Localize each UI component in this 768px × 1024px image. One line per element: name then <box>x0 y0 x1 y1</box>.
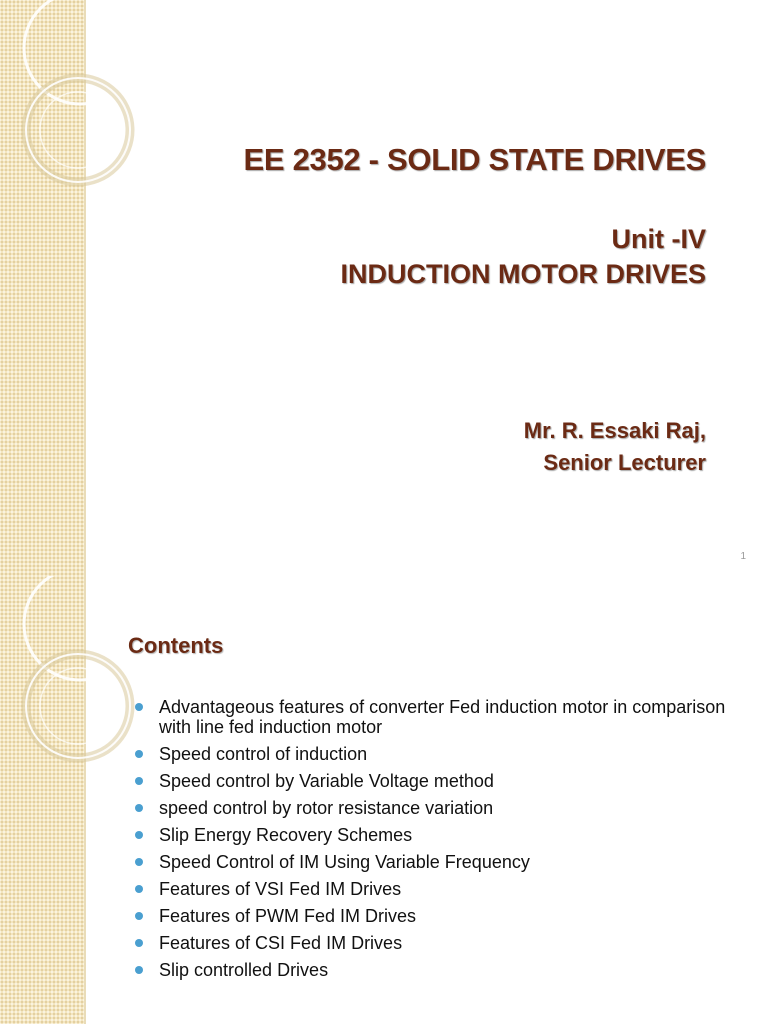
bullet-dot-icon <box>135 939 143 947</box>
list-item <box>159 697 729 737</box>
bullet-dot-icon <box>135 750 143 758</box>
bullet-dot-icon <box>135 858 143 866</box>
list-item-text: Slip controlled Drives <box>159 960 329 980</box>
list-item-text: Speed Control of IM Using Variable Frequency <box>159 852 530 872</box>
bullet-dot-icon <box>135 703 143 711</box>
concentric-circles-icon <box>0 576 160 776</box>
list-item-text: Speed control by Variable Voltage method <box>159 771 494 791</box>
list-item-text: Features of CSI Fed IM Drives <box>159 933 403 953</box>
contents-list <box>159 697 729 987</box>
author-name: Mr. R. Essaki Raj, <box>523 418 706 443</box>
list-item-text: Advantageous features of converter Fed induction motor in comparison with line fed induction motor <box>159 697 726 737</box>
list-item-text: Slip Energy Recovery Schemes <box>159 825 413 845</box>
unit-label: Unit -IV <box>611 224 706 254</box>
list-item <box>159 879 729 899</box>
bullet-dot-icon <box>135 831 143 839</box>
list-item <box>159 852 729 872</box>
unit-title: INDUCTION MOTOR DRIVES <box>340 259 706 289</box>
concentric-circles-icon <box>0 0 160 200</box>
contents-heading: Contents <box>128 633 224 658</box>
author-role: Senior Lecturer <box>543 450 706 475</box>
list-item <box>159 798 729 818</box>
list-item-text: Features of PWM Fed IM Drives <box>159 906 417 926</box>
list-item <box>159 744 729 764</box>
list-item <box>159 771 729 791</box>
bullet-dot-icon <box>135 777 143 785</box>
list-item-text: speed control by rotor resistance variation <box>159 798 494 818</box>
contents-slide <box>0 576 768 1024</box>
slide-number: 1 <box>740 551 746 562</box>
list-item <box>159 906 729 926</box>
list-item <box>159 933 729 953</box>
bullet-dot-icon <box>135 804 143 812</box>
list-item-text: Features of VSI Fed IM Drives <box>159 879 402 899</box>
bullet-dot-icon <box>135 966 143 974</box>
bullet-dot-icon <box>135 885 143 893</box>
list-item-text: Speed control of induction <box>159 744 368 764</box>
bullet-dot-icon <box>135 912 143 920</box>
presentation-title: EE 2352 - SOLID STATE DRIVES <box>243 142 706 177</box>
list-item <box>159 960 729 980</box>
list-item <box>159 825 729 845</box>
